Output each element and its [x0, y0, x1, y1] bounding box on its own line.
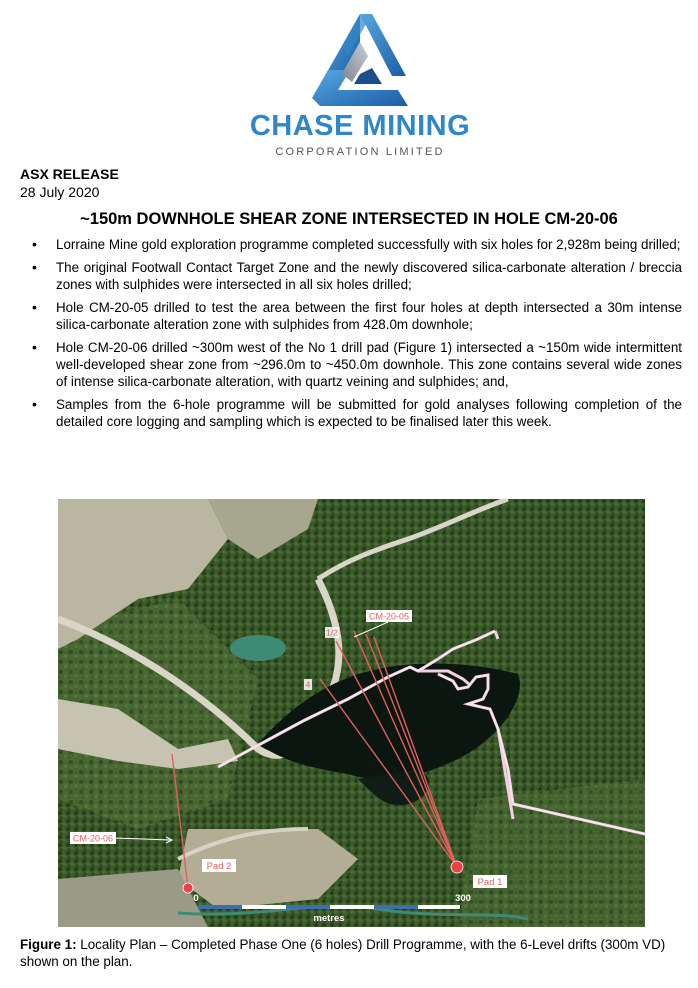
locality-plan-map — [58, 499, 645, 927]
release-label: ASX RELEASE — [20, 166, 119, 182]
label-holes-1-2: 1/2 — [326, 627, 338, 638]
label-cm-20-05: CM-20-05 — [368, 611, 410, 622]
list-item: • Samples from the 6-hole programme will be submitted for gold analyses following completion of the detailed core logging and sampling which is expected to be finalised later this week. — [20, 396, 682, 430]
list-item: • Hole CM-20-06 drilled ~300m west of the No 1 drill pad (Figure 1) intersected a ~150m wide intermittent well-developed shear zone from ~296.0m to ~450.0m downhole. This zone contains several wide zones of intense silica-carbonate alteration, with quartz veining and sulphides; and, — [20, 339, 682, 390]
figure-label: Figure 1: — [20, 937, 77, 952]
label-pad-1: Pad 1 — [477, 877, 503, 888]
pad-1-marker — [451, 861, 463, 873]
company-logo — [244, 10, 476, 160]
company-subtitle: CORPORATION LIMITED — [275, 146, 445, 158]
label-pad-2: Pad 2 — [206, 861, 232, 872]
map-svg — [58, 499, 645, 927]
list-item: • Hole CM-20-05 drilled to test the area between the first four holes at depth intersected a 30m intense silica-carbonate alteration zone with sulphides from 428.0m downhole; — [20, 299, 682, 333]
page-title: ~150m DOWNHOLE SHEAR ZONE INTERSECTED IN HOLE CM-20-06 — [80, 210, 618, 228]
company-name: CHASE MINING — [249, 110, 471, 142]
scale-end: 300 — [455, 893, 471, 904]
figure-caption — [20, 936, 682, 970]
figure-caption-text: Locality Plan – Completed Phase One (6 holes) Drill Programme, with the 6-Level drifts (300m VD) shown on the plan. — [20, 937, 666, 969]
highlights-list — [20, 236, 682, 436]
list-item: • The original Footwall Contact Target Zone and the newly discovered silica-carbonate alteration / breccia zones with sulphides were intersected in all six holes drilled; — [20, 259, 682, 293]
pad-2-marker — [183, 883, 193, 893]
list-item: • Lorraine Mine gold exploration programme completed successfully with six holes for 2,928m being drilled; — [20, 236, 682, 253]
triangle-logo-icon — [302, 10, 418, 110]
scale-zero: 0 — [193, 893, 199, 904]
scale-unit: metres — [313, 913, 345, 924]
label-hole-4: 4 — [305, 679, 311, 690]
label-cm-20-06: CM-20-06 — [72, 833, 114, 844]
release-date: 28 July 2020 — [20, 184, 100, 200]
